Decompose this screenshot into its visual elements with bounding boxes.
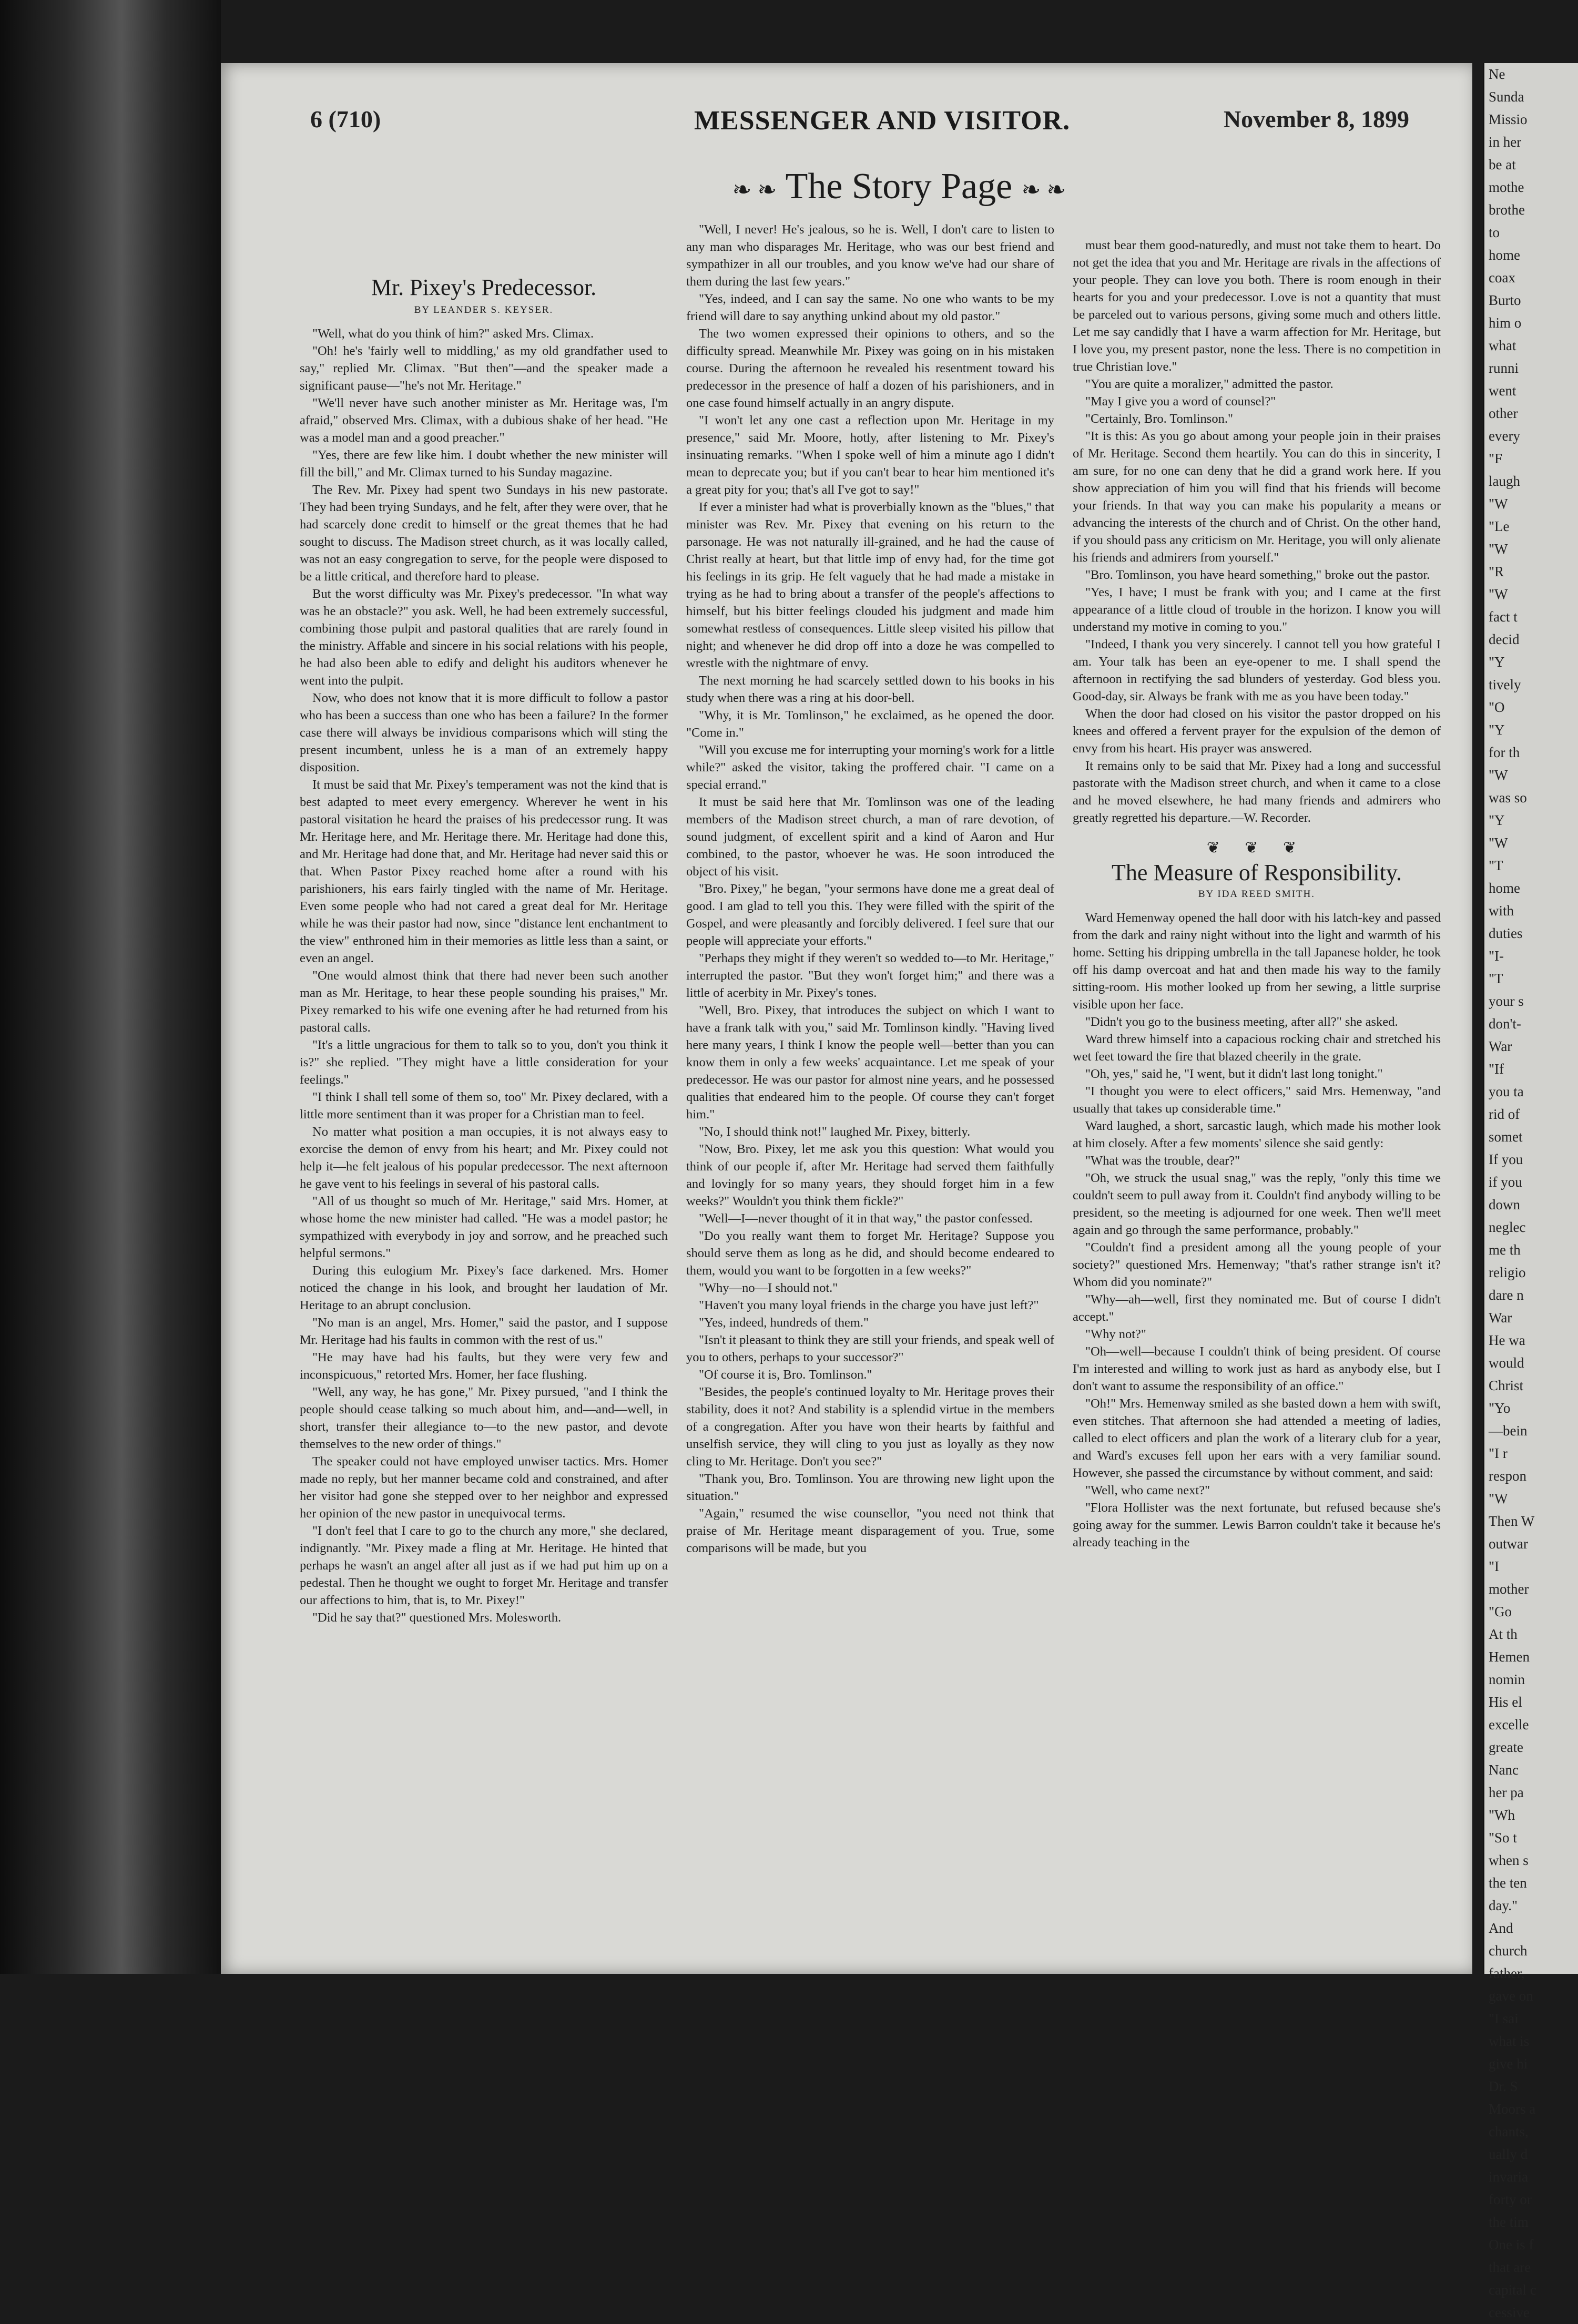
- column-2-text: [686, 221, 1054, 1557]
- paragraph: "Yes, indeed, hundreds of them.": [699, 1316, 869, 1330]
- column-1-text: [300, 325, 668, 1626]
- column-3: [1073, 237, 1441, 1551]
- fragment-line: "R: [1489, 564, 1504, 579]
- fragment-line: runni: [1489, 360, 1519, 376]
- fragment-line: And: [1489, 1920, 1513, 1936]
- fragment-line: outwar: [1489, 1536, 1528, 1552]
- paragraph: "Oh, yes," said he, "I went, but it didn't last long tonight.": [1085, 1067, 1383, 1081]
- paragraph: "Yes, I have; I must be frank with you; and I came at the first appearance of a little cloud of trouble in the horizon. I know you will understand my motive in coming to you.": [1073, 585, 1441, 634]
- fragment-line: "I r: [1489, 1445, 1508, 1461]
- story-byline: BY LEANDER S. KEYSER.: [414, 304, 554, 315]
- paragraph: "Oh! he's 'fairly well to middling,' as my old grandfather used to say," replied Mr. Climax. "But then"—and the speaker made a significant pause—"he's not Mr. Heritage.": [300, 344, 668, 393]
- fragment-line: cessive: [1489, 2305, 1530, 2320]
- fragment-line: "Wh: [1489, 1807, 1515, 1823]
- fragment-line: tively: [1489, 677, 1521, 692]
- paragraph: "Indeed, I thank you very sincerely. I cannot tell you how grateful I am. Your talk has been an eye-opener to me. I shall spend the afternoon in rectifying the sad blunders of yesterday. God bless you. Good-day, sir. Always be frank with me as you have been today.": [1073, 637, 1441, 704]
- fragment-line: dare n: [1489, 1287, 1524, 1303]
- fragment-line: church: [1489, 1943, 1528, 1959]
- paragraph: "We'll never have such another minister as Mr. Heritage was, I'm afraid," observed Mrs. Climax, with a dubious shake of her head. "He was a model man and a good preacher.": [300, 396, 668, 445]
- fragment-line: He wa: [1489, 1332, 1525, 1348]
- paragraph: Ward Hemenway opened the hall door with his latch-key and passed from the dark and rainy night without into the light and warmth of his home. Setting his dripping umbrella in the tall Japanese holder, he took off his damp overcoat and hat and then made his way to the family sitting-room. His mother looked up from her sewing, a little surprise visible upon her face.: [1073, 911, 1441, 1012]
- column-1: [300, 221, 668, 1626]
- paragraph: During this eulogium Mr. Pixey's face darkened. Mrs. Homer noticed the change in his look, and brought her laudation of Mr. Heritage to an abrupt conclusion.: [300, 1263, 668, 1312]
- paragraph: "Why—ah—well, first they nominated me. But of course I didn't accept.": [1073, 1292, 1441, 1324]
- paragraph: "Will you excuse me for interrupting your morning's work for a little while?" asked the visitor, taking the proffered chair. "I came on a special errand.": [686, 743, 1054, 792]
- fragment-line: give hi: [1489, 2056, 1528, 2072]
- paragraph: "Well—I—never thought of it in that way," the pastor confessed.: [699, 1211, 1033, 1226]
- ornament-icon: ❧ ❧: [732, 177, 777, 203]
- fragment-line: forty or: [1489, 2192, 1532, 2207]
- paragraph: "I thought you were to elect officers," said Mrs. Hemenway, "and usually that takes up considerable time.": [1073, 1084, 1441, 1116]
- fragment-line: what: [1489, 338, 1516, 353]
- adjacent-page-fragment: [1483, 63, 1578, 2320]
- fragment-line: "O: [1489, 699, 1505, 715]
- fragment-line: down: [1489, 1197, 1520, 1212]
- fragment-line: —bein: [1489, 1423, 1528, 1439]
- section-banner: [663, 166, 1136, 208]
- paragraph: No matter what position a man occupies, it is not always easy to exorcise the demon of envy from his heart; and Mr. Pixey could not help it—he felt jealous of his popular predecessor. The next afternoon he gave vent to his feelings in several of his pastoral calls.: [300, 1125, 668, 1191]
- fragment-line: for th: [1489, 745, 1520, 760]
- paragraph: "What was the trouble, dear?": [1085, 1154, 1240, 1168]
- fragment-line: greate: [1489, 1739, 1523, 1755]
- fragment-line: Then W: [1489, 1513, 1535, 1529]
- paragraph: "Bro. Tomlinson, you have heard something," broke out the pastor.: [1085, 568, 1430, 582]
- paragraph: "You are quite a moralizer," admitted the pastor.: [1085, 377, 1333, 391]
- fragment-line: you ta: [1489, 1084, 1524, 1099]
- paragraph: "Besides, the people's continued loyalty to Mr. Heritage proves their stability, does it not? And stability is a splendid virtue in the members of a congregation. After you have won their hearts by faithful and unselfish service, they will cling to you just as loyally as they now cling to Mr. Heritage. Don't you see?": [686, 1385, 1054, 1469]
- paragraph: "Oh—well—because I couldn't think of being president. Of course I'm interested and willing to work just as hard as anybody else, but I don't want to assume the responsibility of an office.": [1073, 1344, 1441, 1393]
- fragment-line: religio: [1489, 1265, 1526, 1280]
- fragment-line: don't-: [1489, 1016, 1521, 1032]
- fragment-line: that are: [1489, 2259, 1531, 2275]
- fragment-line: "F: [1489, 451, 1503, 466]
- paragraph: "Well, who came next?": [1085, 1483, 1210, 1497]
- fragment-line: Christ: [1489, 1378, 1524, 1393]
- fragment-line: brothe: [1489, 202, 1525, 218]
- fragment-line: gave on: [1489, 1988, 1533, 2004]
- story-2-byline: BY IDA REED SMITH.: [1198, 889, 1316, 900]
- paragraph: It remains only to be said that Mr. Pixey had a long and successful pastorate with the Madison street church, and when it came to a close and he moved elsewhere, he had many friends and admirers who greatly regretted his departure.—W. Recorder.: [1073, 759, 1441, 825]
- fragment-line: "W: [1489, 767, 1508, 783]
- paragraph: Ward laughed, a short, sarcastic laugh, which made his mother look at him closely. After a few moments' silence she said gently:: [1073, 1119, 1441, 1150]
- fragment-line: her pa: [1489, 1785, 1524, 1800]
- paragraph: "Why not?": [1085, 1327, 1146, 1341]
- paragraph: "Why—no—I should not.": [699, 1281, 838, 1295]
- paragraph: "No, I should think not!" laughed Mr. Pixey, bitterly.: [699, 1125, 971, 1139]
- fragment-line: "W: [1489, 586, 1508, 602]
- fragment-line: in her: [1489, 134, 1522, 150]
- fragment-line: coax: [1489, 270, 1515, 286]
- paragraph: "Thank you, Bro. Tomlinson. You are throwing new light upon the situation.": [686, 1472, 1054, 1503]
- fragment-line: fact t: [1489, 609, 1518, 625]
- fragment-line: would: [1489, 1355, 1524, 1371]
- column-2: [686, 221, 1054, 1557]
- page-header: [310, 105, 1409, 142]
- fragment-line: duties: [1489, 925, 1523, 941]
- fragment-line: "T: [1489, 971, 1503, 986]
- fragment-line: be at: [1489, 157, 1516, 172]
- fragment-line: when s: [1489, 1852, 1529, 1868]
- paragraph: It must be said here that Mr. Tomlinson was one of the leading members of the Madison street church, a man of rare devotion, of sound judgment, of excellent spirit and a kind of Aaron and Hur combined, to the pastor, whoever he was. He soon introduced the object of his visit.: [686, 795, 1054, 879]
- fragment-line: Sunda: [1489, 89, 1524, 105]
- paragraph: If ever a minister had what is proverbially known as the "blues," that minister was Rev. Mr. Pixey that evening on his return to the parsonage. He was not naturally ill-grained, and he had the cause of Christ really at heart, but that little imp of envy had, for the time got his feelings in its grip. He felt vaguely that he had made a mistake in trying as he had to bring about a transfer of the people's affections to himself, but his bitter feelings clouded his judgment and made him somewhat restless of consequences. Little sleep visited his pillow that night; and whenever he did drop off into a doze he was compelled to wrestle with the nightmare of envy.: [686, 500, 1054, 670]
- paragraph: "Flora Hollister was the next fortunate, but refused because she's going away for the summer. Lewis Barron couldn't take it because he's already teaching in the: [1073, 1501, 1441, 1550]
- fragment-line: "W: [1489, 496, 1508, 512]
- story-title: Mr. Pixey's Predecessor.: [371, 274, 597, 300]
- paragraph: "Perhaps they might if they weren't so wedded to—to Mr. Heritage," interrupted the pastor. "But they won't forget him;" and there was a little of acerbity in Mr. Pixey's tones.: [686, 951, 1054, 1000]
- fragment-line: Moors a: [1489, 2101, 1536, 2117]
- fragment-line: "W: [1489, 541, 1508, 557]
- fragment-line: father,: [1489, 1965, 1525, 1981]
- fragment-line: His el: [1489, 1694, 1522, 1710]
- fragment-line: the ten: [1489, 1875, 1527, 1891]
- fragment-line: respon: [1489, 1468, 1526, 1484]
- fragment-line: home: [1489, 880, 1520, 896]
- fragment-line: him o: [1489, 315, 1522, 331]
- fragment-line: nomin: [1489, 1671, 1525, 1687]
- paragraph: "I don't feel that I care to go to the church any more," she declared, indignantly. "Mr. Pixey made a fling at Mr. Heritage. He hinted that perhaps he wasn't an angel after all just as if we had put him up on a pedestal. Then he thought we ought to forget Mr. Heritage and transfer our affections to him, that is, to Mr. Pixey!": [300, 1524, 668, 1607]
- fragment-line: Dr. S: [1489, 2078, 1518, 2094]
- fragment-line: home: [1489, 247, 1520, 263]
- fragment-line: decid: [1489, 631, 1520, 647]
- fragment-line: Missio: [1489, 111, 1528, 127]
- section-title: The Story Page: [785, 166, 1013, 207]
- fragment-line: invaria: [1489, 2169, 1528, 2185]
- paragraph: "Well, Bro. Pixey, that introduces the subject on which I want to have a frank talk with you," said Mr. Tomlinson kindly. "Having lived here many years, I think I know the people well—better than you can know them in only a few weeks' acquaintance. Let me speak of your predecessor. He was our pastor for almost nine years, and he possessed qualities that endeared him to the people. Of course they can't forget him.": [686, 1003, 1054, 1122]
- fragment-line: "W: [1489, 1491, 1508, 1506]
- paragraph: "May I give you a word of counsel?": [1085, 394, 1276, 409]
- fragment-line: with: [1489, 903, 1514, 919]
- page-number: 6 (710): [310, 106, 381, 132]
- fragment-line: "I-: [1489, 948, 1504, 964]
- fragment-line: ually d: [1489, 2146, 1528, 2162]
- fragment-line: If you: [1489, 1151, 1523, 1167]
- fragment-line: War: [1489, 1038, 1512, 1054]
- paragraph: "Isn't it pleasant to think they are still your friends, and speak well of you to others, perhaps to your successor?": [686, 1333, 1054, 1364]
- fragment-line: "W: [1489, 835, 1508, 851]
- paragraph: "Didn't you go to the business meeting, after all?" she asked.: [1085, 1015, 1398, 1029]
- fragment-line: every: [1489, 428, 1520, 444]
- paragraph: "I think I shall tell some of them so, too" Mr. Pixey declared, with a little more sentiment than it was proper for a Christian man to feel.: [300, 1090, 668, 1122]
- paragraph: "All of us thought so much of Mr. Heritage," said Mrs. Homer, at whose home the new minister had called. "He was a model pastor; he sympathized with everybody in joy and sorrow, and he preached such helpful sermons.": [300, 1194, 668, 1260]
- fragment-line: "T: [1489, 858, 1503, 873]
- fragment-line: "If: [1489, 1061, 1504, 1077]
- fragment-line: your s: [1489, 993, 1524, 1009]
- column-3-text: [1073, 237, 1441, 827]
- fragment-line: "Le: [1489, 518, 1510, 534]
- paragraph: "Well, what do you think of him?" asked Mrs. Climax.: [312, 327, 594, 341]
- fragment-line: me th: [1489, 1242, 1521, 1258]
- fragment-line: "So t: [1489, 1830, 1517, 1846]
- fragment-line: "I sai: [1489, 2011, 1519, 2026]
- paragraph: "Now, Bro. Pixey, let me ask you this question: What would you think of our people if, after Mr. Heritage had served them faithfully and lovingly for so many years, they should forget him in a few weeks?" Wouldn't you think them fickle?": [686, 1142, 1054, 1208]
- fragment-line: excelle: [1489, 1717, 1529, 1732]
- paragraph: "Certainly, Bro. Tomlinson.": [1085, 412, 1233, 426]
- fragment-line: chants,: [1489, 2124, 1529, 2139]
- fragment-line: "Go: [1489, 1604, 1512, 1619]
- paragraph: "Yes, there are few like him. I doubt whether the new minister will fill the bill," and Mr. Climax turned to his Sunday magazine.: [300, 448, 668, 480]
- fragment-line: what is: [1489, 2033, 1530, 2049]
- fragment-line: capital c: [1489, 2282, 1536, 2298]
- paragraph: "It is this: As you go about among your people join in their praises of Mr. Heritage. Second them heartily. You can do this in sincerity, I am sure, for no one can deny that he did a grand work here. If you show appreciation of him you will find that his friends will become your friends. In that way you can make his popularity a means or advancing the interests of the church and of Christ. On the other hand, if you should pass any criticism on Mr. Heritage, you will only alienate his friends and admirers from yourself.": [1073, 429, 1441, 565]
- paragraph: "Haven't you many loyal friends in the charge you have just left?": [699, 1298, 1039, 1312]
- book-binding: [0, 0, 221, 1974]
- paragraph: "It's a little ungracious for them to talk so to you, don't you think it is?" she replied. "They might have a little consideration for your feelings.": [300, 1038, 668, 1087]
- fragment-line: "Yo: [1489, 1400, 1511, 1416]
- fragment-line: the tim: [1489, 2214, 1529, 2230]
- fragment-line: Burto: [1489, 292, 1521, 308]
- section-divider: ❦ ❦ ❦: [1206, 839, 1307, 857]
- fragment-line: War: [1489, 1310, 1512, 1326]
- story-2-title: The Measure of Responsibility.: [1112, 860, 1402, 885]
- fragment-line: "Y: [1489, 654, 1505, 670]
- fragment-line: somet: [1489, 1129, 1523, 1145]
- paragraph: The next morning he had scarcely settled down to his books in his study when there was a ring at his door-bell.: [686, 674, 1054, 705]
- fragment-line: laugh: [1489, 473, 1520, 489]
- paragraph: "Of course it is, Bro. Tomlinson.": [699, 1368, 872, 1382]
- paragraph: The speaker could not have employed unwiser tactics. Mrs. Homer made no reply, but her manner became cold and constrained, and after her visitor had gone she stepped over to her neighbor and expressed her opinion of the new pastor in unequivocal terms.: [300, 1454, 668, 1521]
- story-2-text: [1073, 909, 1441, 1551]
- paragraph: "He may have had his faults, but they were very few and inconspicuous," retorted Mrs. Homer, her face flushing.: [300, 1350, 668, 1382]
- paragraph: It must be said that Mr. Pixey's temperament was not the kind that is best adapted to meet every emergency. Wherever he went in his pastoral visitation he heard the praises of his predecessor rung. It was Mr. Heritage here, and Mr. Heritage there. Mr. Heritage had done this, and Mr. Heritage had done that, and Mr. Heritage had never said this or that. When Pastor Pixey reached home after a round with his parishioners, his ears fairly tingled with the name of Mr. Heritage. Even some people who had not cared a great deal for Mr. Heritage while he was their pastor had now, since "distance lent enchantment to the view" enthroned him in their memories as little less than a saint, or even an angel.: [300, 778, 668, 965]
- paragraph: "Do you really want them to forget Mr. Heritage? Suppose you should serve them as long as he did, and should become endeared to them, would you want to be forgotten in a few weeks?": [686, 1229, 1054, 1278]
- fragment-line: Ne: [1489, 66, 1505, 82]
- fragment-line: mother: [1489, 1581, 1529, 1597]
- paragraph: "Well, I never! He's jealous, so he is. Well, I don't care to listen to any man who disparages Mr. Heritage, who was our best friend and sympathizer in all our troubles, and you know we've had our share of them during the last few years.": [686, 222, 1054, 289]
- paragraph: "Oh!" Mrs. Hemenway smiled as she basted down a hem with swift, even stitches. That afternoon she had attended a meeting of ladies, called to elect officers and plan the work of a literary club for a year, and Ward's excuses fell upon her ears with a very familiar sound. However, she passed the circumstance by without comment, and said:: [1073, 1397, 1441, 1480]
- paragraph: "I won't let any one cast a reflection upon Mr. Heritage in my presence," said Mr. Moore, hotly, after listening to Mr. Pixey's insinuating remarks. "When I spoke well of him a minute ago I didn't mean to deprecate you; but if you can't bear to hear him mentioned it's a great pity for you; that's all I've got to say!": [686, 413, 1054, 497]
- newspaper-page: [221, 63, 1472, 1974]
- paragraph: "No man is an angel, Mrs. Homer," said the pastor, and I suppose Mr. Heritage had his faults in common with the rest of us.": [300, 1316, 668, 1347]
- fragment-line: was so: [1489, 790, 1527, 806]
- paragraph: "Again," resumed the wise counsellor, "you need not think that praise of Mr. Heritage meant disparagement of you. True, some comparisons will be made, but you: [686, 1506, 1054, 1555]
- paragraph: "Did he say that?" questioned Mrs. Molesworth.: [312, 1611, 562, 1625]
- paragraph: The Rev. Mr. Pixey had spent two Sundays in his new pastorate. They had been trying Sundays, and he felt, after they were over, that he had scarcely done credit to himself or the great themes that he had sought to discuss. The Madison street church, as it was locally called, was not an easy congregation to serve, for the people were disposed to be a little critical, and therefore hard to please.: [300, 483, 668, 584]
- paragraph: When the door had closed on his visitor the pastor dropped on his knees and offered a fervent prayer for the expulsion of the demon of envy from his heart. His prayer was answered.: [1073, 707, 1441, 756]
- fragment-line: to: [1489, 225, 1500, 240]
- fragment-line: other: [1489, 405, 1518, 421]
- fragment-line: Hemen: [1489, 1649, 1530, 1665]
- paragraph: "One would almost think that there had never been such another man as Mr. Heritage, to hear these people sounding his praises," Mr. Pixey remarked to his wife one evening after he had returned from his pastoral calls.: [300, 969, 668, 1035]
- fragment-line: day.": [1489, 1898, 1518, 1913]
- paragraph: "Oh, we struck the usual snag," was the reply, "only this time we couldn't seem to pull away from it. Couldn't find anybody willing to be president, so the meeting is adjourned for one week. Then we'll meet again and go through the same performance, probably.": [1073, 1171, 1441, 1237]
- fragment-line: rid of: [1489, 1106, 1520, 1122]
- paragraph: "Well, any way, he has gone," Mr. Pixey pursued, "and I think the people should cease talking so much about him, and—and—well, in short, transfer their allegiance to—to the new pastor, and devote themselves to the new order of things.": [300, 1385, 668, 1451]
- fragment-line: went: [1489, 383, 1516, 399]
- paragraph: The two women expressed their opinions to others, and so the difficulty spread. Meanwhile Mr. Pixey was going on in his mistaken course. During the afternoon he revealed his resentment toward his predecessor in the presence of half a dozen of his parishioners, and in one case found himself actually in an angry dispute.: [686, 327, 1054, 410]
- paragraph: "Bro. Pixey," he began, "your sermons have done me a great deal of good. I am glad to tell you this. They were filled with the spirit of the Gospel, and were pleasantly and forcibly delivered. I feel sure that our people will appreciate your efforts.": [686, 882, 1054, 948]
- paragraph: "Why, it is Mr. Tomlinson," he exclaimed, as he opened the door. "Come in.": [686, 708, 1054, 740]
- paragraph: But the worst difficulty was Mr. Pixey's predecessor. "In what way was he an obstacle?" you ask. Well, he had been extremely successful, combining those pulpit and pastoral qualities that are rarely found in the ministry. Affable and sincere in his social relations with his people, he had also been able to edify and delight his auditors whenever he went into the pulpit.: [300, 587, 668, 688]
- ornament-icon: ❧ ❧: [1021, 177, 1066, 203]
- fragment-line: One is f: [1489, 2237, 1534, 2252]
- fragment-line: At th: [1489, 1626, 1518, 1642]
- fragment-line: if you: [1489, 1174, 1522, 1190]
- fragment-line: mothe: [1489, 179, 1524, 195]
- paragraph: "Yes, indeed, and I can say the same. No one who wants to be my friend will dare to say anything unkind about my old pastor.": [686, 292, 1054, 323]
- fragment-line: Nanc: [1489, 1762, 1519, 1778]
- fragment-line: "I: [1489, 1558, 1500, 1574]
- fragment-line: neglec: [1489, 1219, 1526, 1235]
- fragment-line: "Y: [1489, 812, 1505, 828]
- paragraph: "Couldn't find a president among all the young people of your society?" questioned Mrs. Hemenway; "that's rather strange isn't it? Whom did you nominate?": [1073, 1240, 1441, 1289]
- fragment-line: "Y: [1489, 722, 1505, 738]
- paragraph: Ward threw himself into a capacious rocking chair and stretched his wet feet toward the fire that blazed cheerily in the grate.: [1073, 1032, 1441, 1064]
- masthead: MESSENGER AND VISITOR.: [694, 106, 1071, 136]
- paragraph: must bear them good-naturedly, and must not take them to heart. Do not get the idea that you and Mr. Heritage are rivals in the affections of your people. They can love you both. There is room enough in their hearts for you and your predecessor. Love is not a quantity that must be parceled out to various persons, giving some much and others little. Let me say candidly that I have a warm affection for Mr. Heritage, but I love you, my present pastor, none the less. There is no competition in true Christian love.": [1073, 238, 1441, 374]
- issue-date: November 8, 1899: [1223, 106, 1409, 132]
- paragraph: Now, who does not know that it is more difficult to follow a pastor who has been a success than one who has been a failure? In the former case there will always be invidious comparisons which will sting the present incumbent, unless he is a man of an extremely happy disposition.: [300, 691, 668, 774]
